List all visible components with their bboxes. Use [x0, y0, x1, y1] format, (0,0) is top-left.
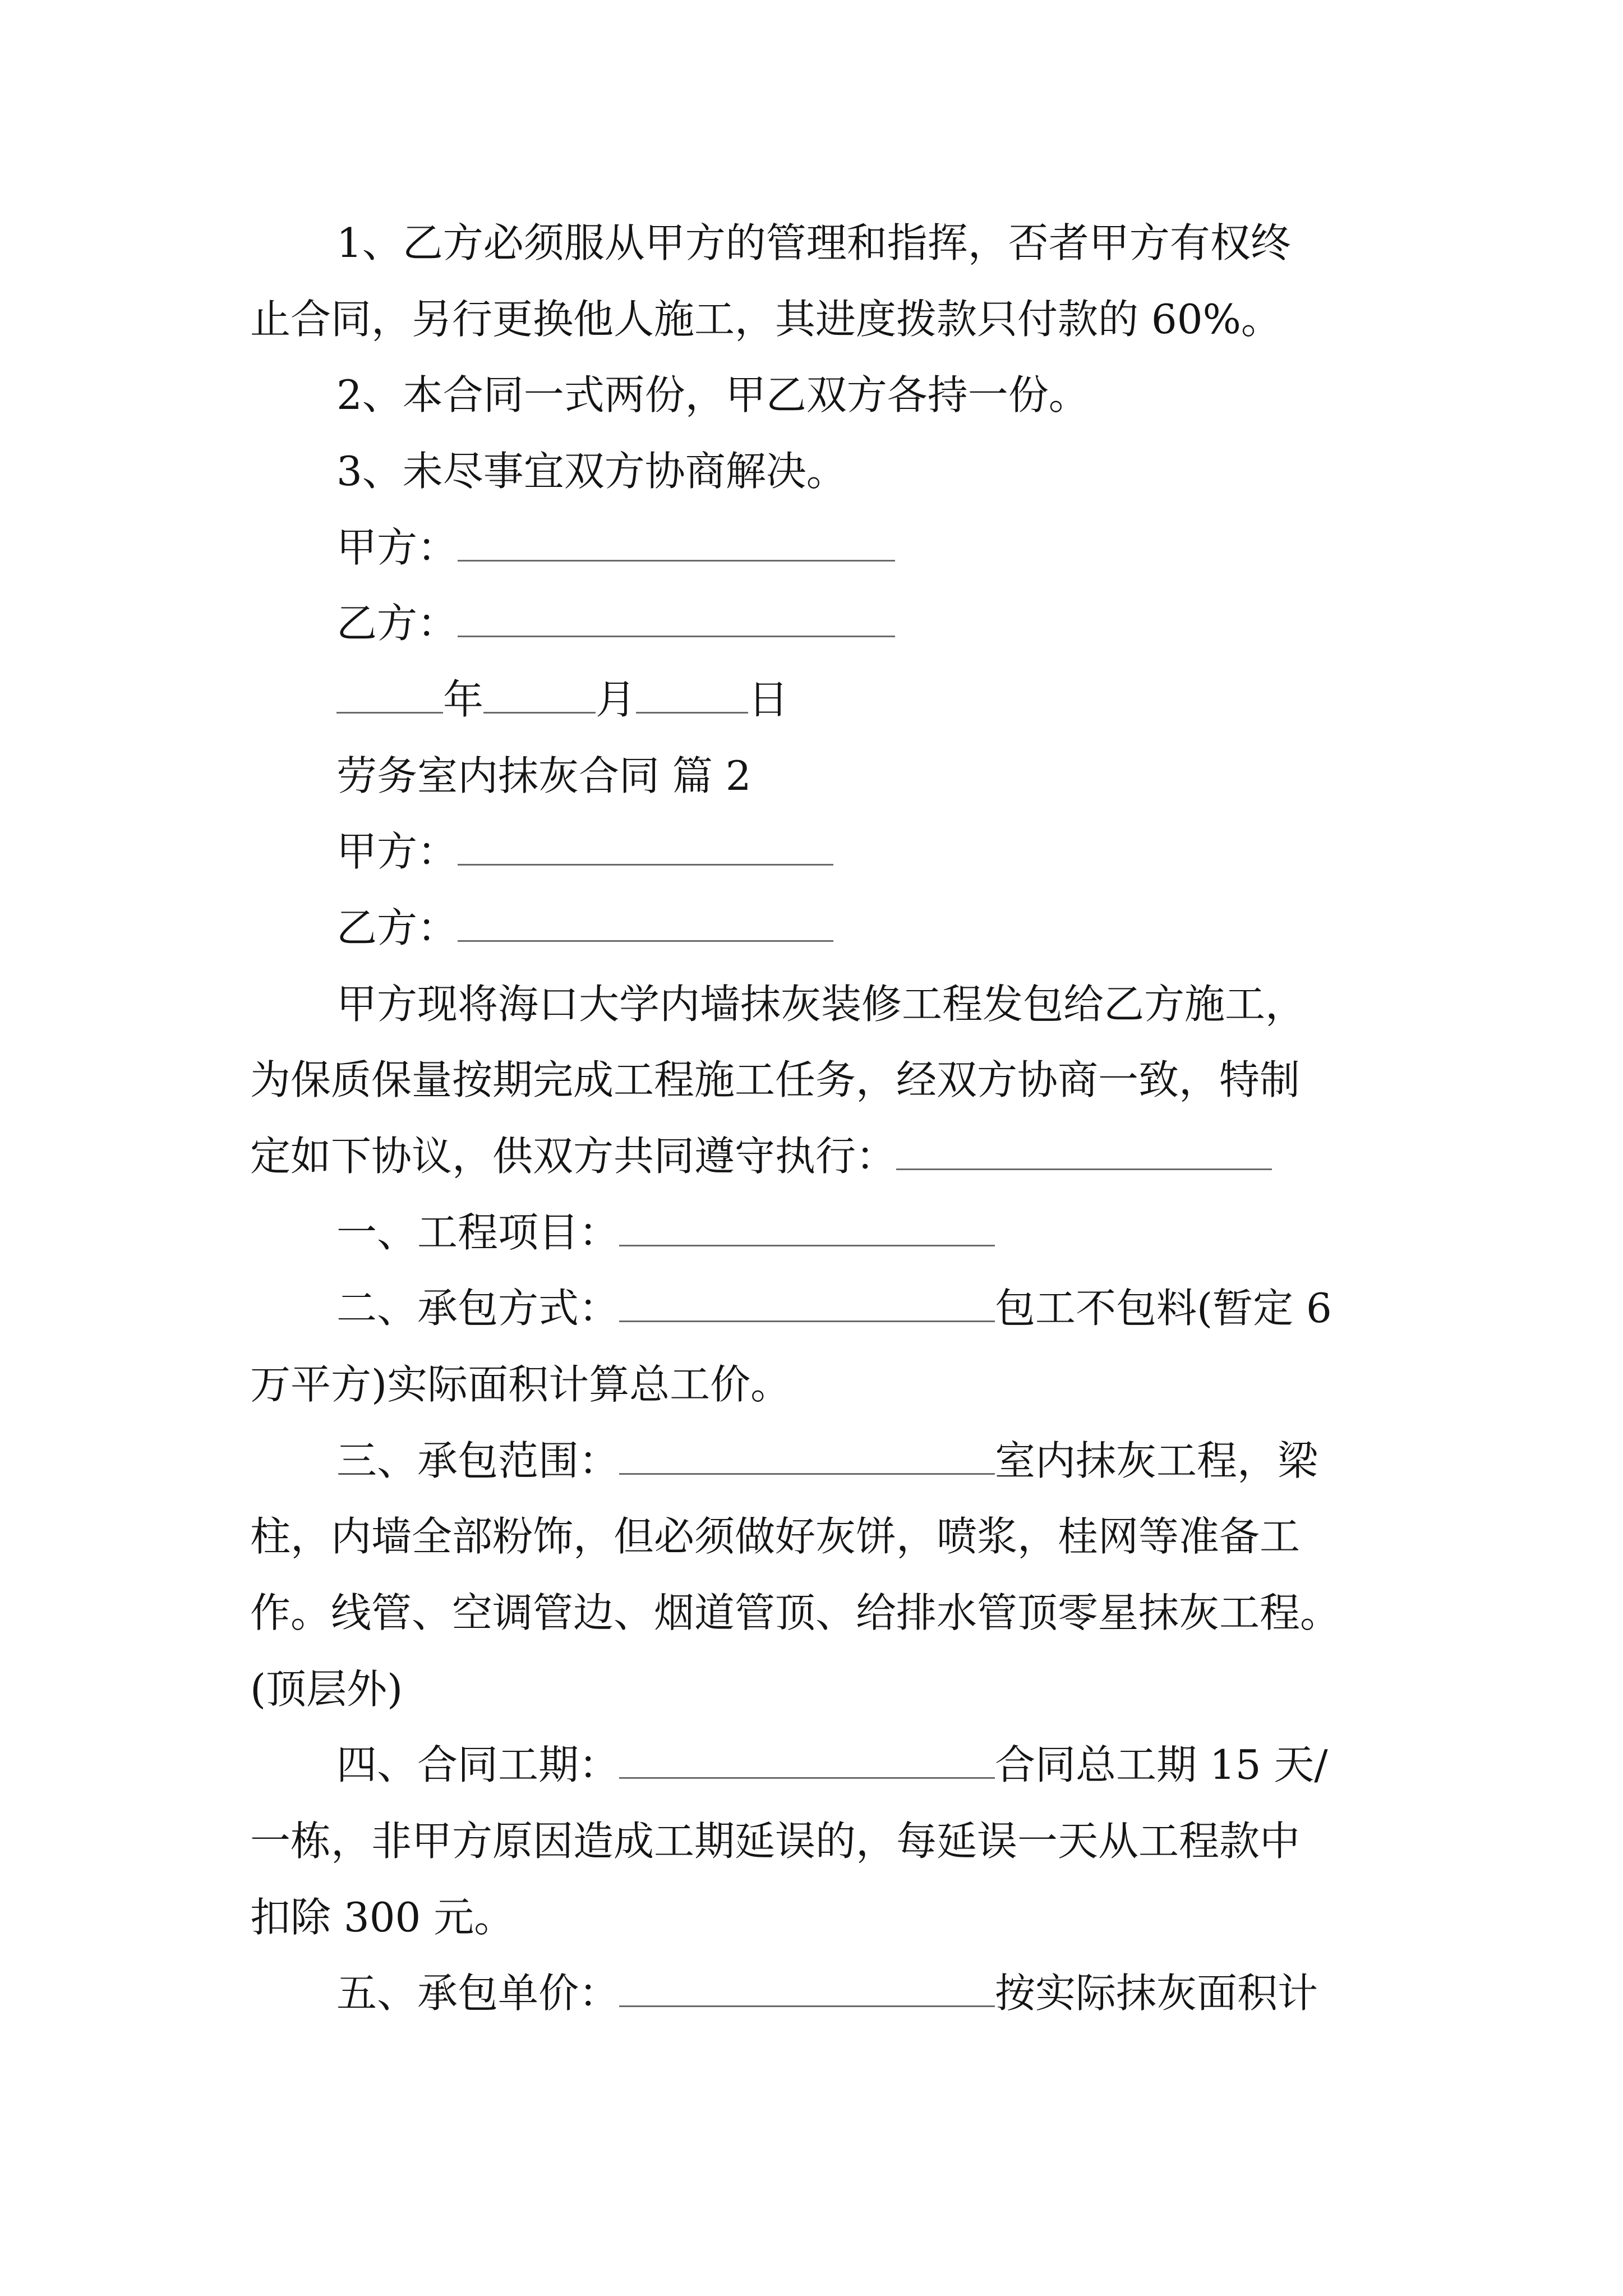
year-blank — [336, 677, 443, 714]
clause-line — [336, 1435, 1318, 1486]
signature-blank — [458, 525, 895, 562]
paragraph-line — [336, 370, 1089, 420]
label: 一、工程项目： — [336, 1209, 620, 1256]
text: 劳务室内抹灰合同 篇 2 — [336, 752, 751, 799]
text: 扣除 300 元。 — [250, 1894, 515, 1941]
month-blank — [483, 677, 596, 714]
text: 作。线管、空调管边、烟道管顶、给排水管顶零星抹灰工程。 — [250, 1589, 1341, 1636]
text: 合同总工期 15 天/ — [995, 1741, 1328, 1788]
paragraph-line — [250, 1892, 514, 1943]
fill-blank — [896, 1134, 1272, 1170]
party-b-line — [336, 903, 833, 953]
label: 日 — [748, 676, 789, 723]
fill-blank — [619, 1438, 995, 1475]
fill-blank — [619, 1742, 995, 1779]
paragraph-line — [250, 1664, 403, 1714]
party-a-line — [336, 826, 833, 877]
text: 一栋，非甲方原因造成工期延误的，每延误一天从工程款中 — [250, 1818, 1301, 1865]
label: 甲方： — [336, 828, 458, 875]
name-blank — [458, 829, 833, 866]
text: 为保质保量按期完成工程施工任务，经双方协商一致，特制 — [250, 1056, 1301, 1103]
signature-blank — [458, 601, 895, 637]
label: 四、合同工期： — [336, 1741, 620, 1788]
paragraph-line — [250, 1131, 1272, 1181]
text: 万平方)实际面积计算总工价。 — [250, 1361, 791, 1408]
text: 1、乙方必须服从甲方的管理和指挥，否者甲方有权终 — [336, 219, 1291, 266]
text: 室内抹灰工程，梁 — [995, 1437, 1318, 1484]
date-line — [336, 674, 789, 725]
label: 三、承包范围： — [336, 1437, 620, 1484]
label: 甲方： — [336, 524, 458, 571]
label: 五、承包单价： — [336, 1970, 620, 2017]
clause-line — [336, 1968, 1318, 2018]
text: 止合同，另行更换他人施工，其进度拨款只付款的 60%。 — [250, 296, 1281, 343]
clause-line — [336, 1283, 1332, 1333]
paragraph-line — [336, 218, 1291, 268]
label: 年 — [443, 676, 484, 723]
paragraph-line — [250, 1511, 1300, 1562]
label: 月 — [596, 676, 637, 723]
text: 2、本合同一式两份，甲乙双方各持一份。 — [336, 371, 1089, 418]
day-blank — [636, 677, 748, 714]
party-a-line — [336, 522, 895, 573]
paragraph-line — [250, 1055, 1300, 1105]
text: 包工不包料(暂定 6 — [995, 1285, 1332, 1332]
clause-line — [336, 1740, 1328, 1790]
paragraph-line — [250, 1588, 1340, 1638]
text: 3、未尽事宜双方协商解决。 — [336, 448, 847, 495]
text: 按实际抹灰面积计 — [995, 1970, 1318, 2017]
fill-blank — [619, 1286, 995, 1322]
text: 定如下协议，供双方共同遵守执行： — [250, 1133, 897, 1180]
paragraph-line — [336, 979, 1306, 1029]
clause-line — [336, 1207, 995, 1258]
text: (顶层外) — [250, 1665, 403, 1713]
text: 柱，内墙全部粉饰，但必须做好灰饼，喷浆，桂网等准备工 — [250, 1513, 1301, 1560]
section-title — [336, 751, 751, 801]
paragraph-line — [250, 1816, 1300, 1866]
text: 甲方现将海口大学内墙抹灰装修工程发包给乙方施工， — [336, 981, 1306, 1028]
fill-blank — [619, 1210, 995, 1246]
paragraph-line — [250, 1359, 791, 1410]
label: 二、承包方式： — [336, 1285, 620, 1332]
paragraph-line — [250, 294, 1281, 344]
party-b-line — [336, 598, 895, 648]
label: 乙方： — [336, 600, 458, 647]
fill-blank — [619, 1971, 995, 2007]
paragraph-line — [336, 446, 847, 496]
label: 乙方： — [336, 904, 458, 951]
name-blank — [458, 905, 833, 942]
